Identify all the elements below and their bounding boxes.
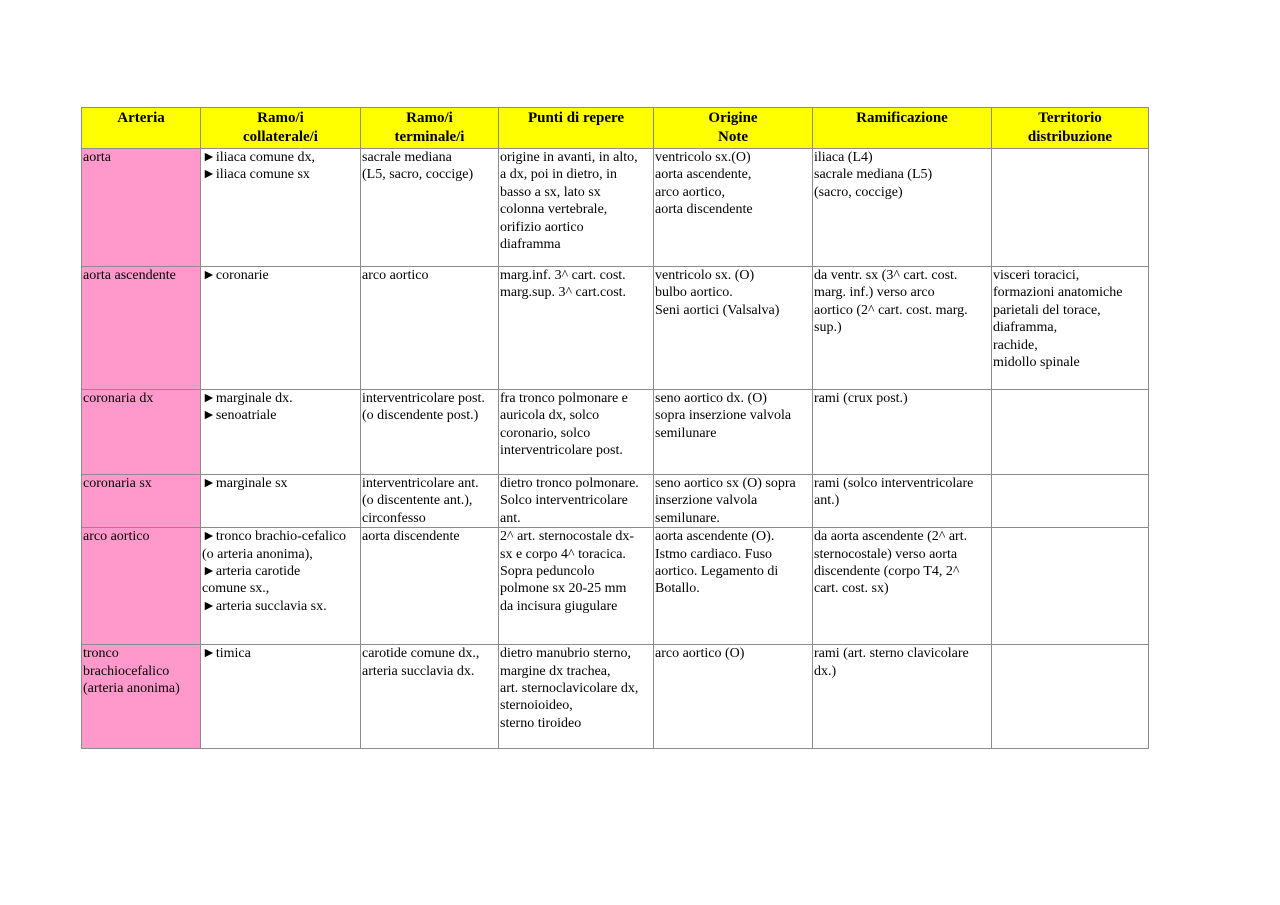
table-row	[82, 149, 1149, 267]
cell-territorio: visceri toracici, formazioni anatomiche parietali del torace, diaframma, rachide, midollo spinale	[992, 267, 1149, 390]
cell-origine: seno aortico sx (O) sopra inserzione valvola semilunare.	[654, 475, 813, 528]
header-ramo-collaterale: Ramo/i collaterale/i	[201, 108, 361, 149]
cell-origine: ventricolo sx.(O) aorta ascendente, arco aortico, aorta discendente	[654, 149, 813, 267]
cell-collaterali: ►marginale sx	[201, 475, 361, 528]
table-row	[82, 528, 1149, 645]
cell-repere: dietro manubrio sterno, margine dx trachea, art. sternoclavicolare dx, sternoioideo, sterno tiroideo	[499, 645, 654, 749]
cell-ramificazione: iliaca (L4) sacrale mediana (L5) (sacro, coccige)	[813, 149, 992, 267]
header-punti-di-repere: Punti di repere	[499, 108, 654, 149]
cell-origine: seno aortico dx. (O) sopra inserzione valvola semilunare	[654, 390, 813, 475]
cell-ramificazione: da ventr. sx (3^ cart. cost. marg. inf.) verso arco aortico (2^ cart. cost. marg. sup.)	[813, 267, 992, 390]
cell-repere: marg.inf. 3^ cart. cost. marg.sup. 3^ cart.cost.	[499, 267, 654, 390]
cell-territorio	[992, 390, 1149, 475]
cell-origine: arco aortico (O)	[654, 645, 813, 749]
cell-territorio	[992, 149, 1149, 267]
header-origine-note: Origine Note	[654, 108, 813, 149]
cell-arteria: arco aortico	[82, 528, 201, 645]
cell-collaterali: ►coronarie	[201, 267, 361, 390]
cell-terminali: interventricolare post. (o discendente post.)	[361, 390, 499, 475]
cell-terminali: arco aortico	[361, 267, 499, 390]
cell-repere: 2^ art. sternocostale dx- sx e corpo 4^ toracica. Sopra peduncolo polmone sx 20-25 mm da incisura giugulare	[499, 528, 654, 645]
header-territorio-distribuzione: Territorio distribuzione	[992, 108, 1149, 149]
table-row	[82, 267, 1149, 390]
header-ramo-terminale: Ramo/i terminale/i	[361, 108, 499, 149]
cell-collaterali: ►tronco brachio-cefalico (o arteria anonima), ►arteria carotide comune sx., ►arteria succlavia sx.	[201, 528, 361, 645]
cell-collaterali: ►timica	[201, 645, 361, 749]
cell-arteria: coronaria sx	[82, 475, 201, 528]
cell-territorio	[992, 475, 1149, 528]
cell-ramificazione: rami (crux post.)	[813, 390, 992, 475]
cell-arteria: aorta ascendente	[82, 267, 201, 390]
cell-arteria: coronaria dx	[82, 390, 201, 475]
cell-terminali: sacrale mediana (L5, sacro, coccige)	[361, 149, 499, 267]
cell-terminali: aorta discendente	[361, 528, 499, 645]
cell-terminali: interventricolare ant. (o discentente ant.), circonfesso	[361, 475, 499, 528]
cell-arteria: tronco brachiocefalico (arteria anonima)	[82, 645, 201, 749]
cell-ramificazione: rami (solco interventricolare ant.)	[813, 475, 992, 528]
header-ramificazione: Ramificazione	[813, 108, 992, 149]
table-row	[82, 475, 1149, 528]
arteries-table-sheet	[81, 107, 1149, 749]
cell-ramificazione: da aorta ascendente (2^ art. sternocostale) verso aorta discendente (corpo T4, 2^ cart. cost. sx)	[813, 528, 992, 645]
cell-arteria: aorta	[82, 149, 201, 267]
table-row	[82, 645, 1149, 749]
cell-ramificazione: rami (art. sterno clavicolare dx.)	[813, 645, 992, 749]
cell-repere: dietro tronco polmonare. Solco interventricolare ant.	[499, 475, 654, 528]
arteries-table	[81, 107, 1149, 749]
table-row	[82, 390, 1149, 475]
cell-territorio	[992, 645, 1149, 749]
cell-collaterali: ►iliaca comune dx, ►iliaca comune sx	[201, 149, 361, 267]
header-row	[82, 108, 1149, 149]
header-arteria: Arteria	[82, 108, 201, 149]
cell-collaterali: ►marginale dx. ►senoatriale	[201, 390, 361, 475]
cell-terminali: carotide comune dx., arteria succlavia dx.	[361, 645, 499, 749]
cell-origine: ventricolo sx. (O) bulbo aortico. Seni aortici (Valsalva)	[654, 267, 813, 390]
cell-territorio	[992, 528, 1149, 645]
cell-repere: fra tronco polmonare e auricola dx, solco coronario, solco interventricolare post.	[499, 390, 654, 475]
cell-repere: origine in avanti, in alto, a dx, poi in dietro, in basso a sx, lato sx colonna vertebrale, orifizio aortico diaframma	[499, 149, 654, 267]
cell-origine: aorta ascendente (O). Istmo cardiaco. Fuso aortico. Legamento di Botallo.	[654, 528, 813, 645]
